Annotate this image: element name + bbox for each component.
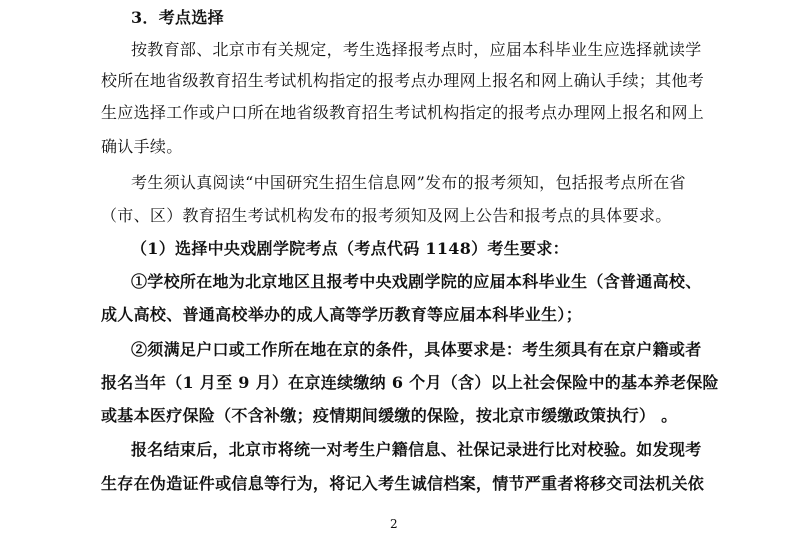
- requirement-2-line-3: 或基本医疗保险（不含补缴；疫情期间缓缴的保险，按北京市缓缴政策执行） 。: [101, 406, 678, 425]
- paragraph-1-line-4: 确认手续。: [101, 137, 183, 156]
- page-number: 2: [390, 517, 398, 531]
- paragraph-1-line-1: 按教育部、北京市有关规定，考生选择报考点时，应届本科毕业生应选择就读学: [131, 40, 702, 59]
- paragraph-3-line-1: 报名结束后，北京市将统一对考生户籍信息、社保记录进行比对校验。如发现考: [131, 440, 702, 459]
- paragraph-2-line-1: 考生须认真阅读“中国研究生招生信息网”发布的报考须知，包括报考点所在省: [131, 173, 686, 192]
- paragraph-1-line-3: 生应选择工作或户口所在地省级教育招生考试机构指定的报考点办理网上报名和网上: [101, 103, 705, 122]
- paragraph-2-line-2: （市、区）教育招生考试机构发布的报考须知及网上公告和报考点的具体要求。: [101, 206, 672, 225]
- requirement-1-line-1: ①学校所在地为北京地区且报考中央戏剧学院的应届本科毕业生（含普通高校、: [131, 272, 702, 291]
- paragraph-1-line-2: 校所在地省级教育招生考试机构指定的报考点办理网上报名和网上确认手续；其他考: [101, 71, 705, 90]
- paragraph-3-line-2: 生存在伪造证件或信息等行为，将记入考生诚信档案，情节严重者将移交司法机关依: [101, 474, 705, 493]
- requirement-2-line-1: ②须满足户口或工作所在地在京的条件，具体要求是：考生须具有在京户籍或者: [131, 340, 702, 359]
- requirement-2-line-2: 报名当年（1 月至 9 月）在京连续缴纳 6 个月（含）以上社会保险中的基本养老保险: [101, 373, 719, 392]
- requirement-1-line-2: 成人高校、普通高校举办的成人高等学历教育等应届本科毕业生）；: [101, 305, 583, 324]
- subheading-exam-site: （1）选择中央戏剧学院考点（考点代码 1148）考生要求：: [131, 239, 569, 258]
- section-heading: 3．考点选择: [131, 8, 224, 27]
